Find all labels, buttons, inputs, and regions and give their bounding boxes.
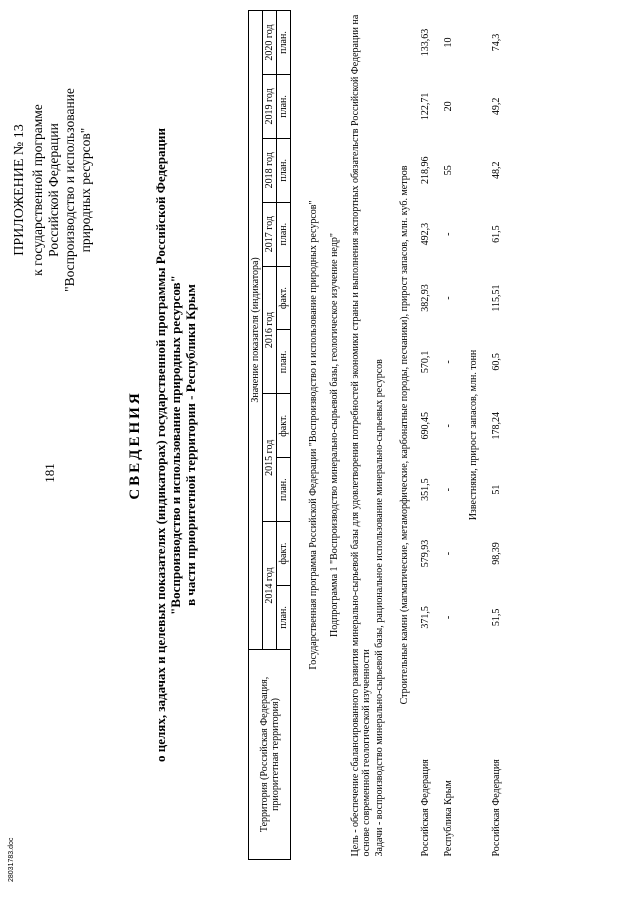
section-program: Государственная программа Российской Федерации "Воспроизводство и использование природных ресурсов" [308,200,319,670]
indicators-table [248,10,503,860]
row-territory: Российская Федерация [420,759,431,857]
header-plan: план. [277,74,291,138]
rotated-sheet [0,10,640,880]
header-year: 2016 год [263,266,277,394]
table-cell: - [443,232,454,236]
header-plan: план. [277,585,291,649]
header-year: 2017 год [263,202,277,266]
appendix-line: природных ресурсов" [78,127,93,253]
title-heading: СВЕДЕНИЯ [127,390,143,500]
table-row [419,11,432,860]
header-fact: факт. [277,266,291,330]
table-cell: 579,93 [420,539,431,568]
table-cell: 218,96 [420,156,431,185]
table-cell: 351,5 [420,478,431,501]
header-plan: план. [277,11,291,75]
table-row [490,11,503,860]
appendix-line: Российской Федерации [46,123,61,257]
table-cell: 10 [443,37,454,48]
table-row [442,11,455,860]
table-cell: 48,2 [491,161,502,180]
table-cell: 133,63 [420,28,431,57]
appendix-line: к государственной программе [30,104,45,276]
header-year: 2015 год [263,394,277,522]
header-year: 2014 год [263,522,277,650]
table-cell: 61,5 [491,225,502,243]
table-cell: 74,3 [491,33,502,52]
header-plan: план. [277,202,291,266]
table-cell: 20 [443,101,454,112]
table-cell: 492,3 [420,222,431,246]
indicator-title: Известняки, прирост запасов, млн. тонн [468,349,479,521]
table-cell: 371,5 [420,606,431,629]
table-cell: 98,39 [491,542,502,565]
header-year: 2019 год [263,74,277,138]
row-territory: Республика Крым [443,780,454,857]
appendix-line: "Воспроизводство и использование [62,88,77,292]
table-cell: 49,2 [491,97,502,116]
document-title [128,10,198,880]
table-cell: 55 [443,165,454,176]
table-cell: 382,93 [420,284,431,312]
title-line: "Воспроизводство и использование природных ресурсов" [168,275,183,615]
header-territory: Территория (Российская Федерация, приоритетная территория) [249,649,291,859]
table-cell: 178,24 [491,412,502,440]
table-cell: - [443,424,454,428]
header-year: 2020 год [263,11,277,75]
appendix-number: ПРИЛОЖЕНИЕ № 13 [12,124,27,256]
table-cell: - [443,360,454,364]
header-value-group: Значение показателя (индикатора) [249,11,263,650]
task-text: Задачи - воспроизводство минерально-сырьевой базы, рациональное использование минерально-сырьевых ресурсов [374,359,385,857]
header-plan: план. [277,138,291,202]
title-line: о целях, задачах и целевых показателях (индикаторах) государственной программы Российской Федерации [153,127,168,763]
table-cell: 115,51 [491,284,502,312]
table-cell: 51,5 [491,608,502,627]
table-cell: 60,5 [491,353,502,371]
goal-text: Цель - обеспечение сбалансированного развития минерально-сырьевой базы для удовлетворения потребностей экономики страны и выполнения экспортных обязательств Российской Федерации на основе современной геологической изученности [350,14,372,857]
appendix-header [12,40,94,340]
header-fact: факт. [277,394,291,458]
header-plan: план. [277,458,291,522]
table-cell: 51 [491,484,502,495]
table-cell: 570,1 [420,350,431,374]
title-line: в части приоритетной территории - Республики Крым [183,284,198,606]
header-fact: факт. [277,522,291,586]
header-plan: план. [277,330,291,394]
table-cell: - [443,551,454,556]
row-territory: Российская Федерация [491,759,502,857]
table-cell: 122,71 [420,92,431,121]
page-number: 181 [42,463,57,483]
table-cell: - [443,488,454,492]
table-cell: - [443,615,454,620]
table-cell: 690,45 [420,412,431,440]
document-code: 28031783.doc [8,837,15,882]
header-year: 2018 год [263,138,277,202]
table-cell: - [443,296,454,300]
section-subprogram: Подпрограмма 1 "Воспроизводство минерально-сырьевой базы, геологическое изучение недр" [329,233,340,637]
indicator-title: Строительные камни (магматические, метаморфические, карбонатные породы, песчаники), прирост запасов, млн. куб. метров [399,165,410,705]
